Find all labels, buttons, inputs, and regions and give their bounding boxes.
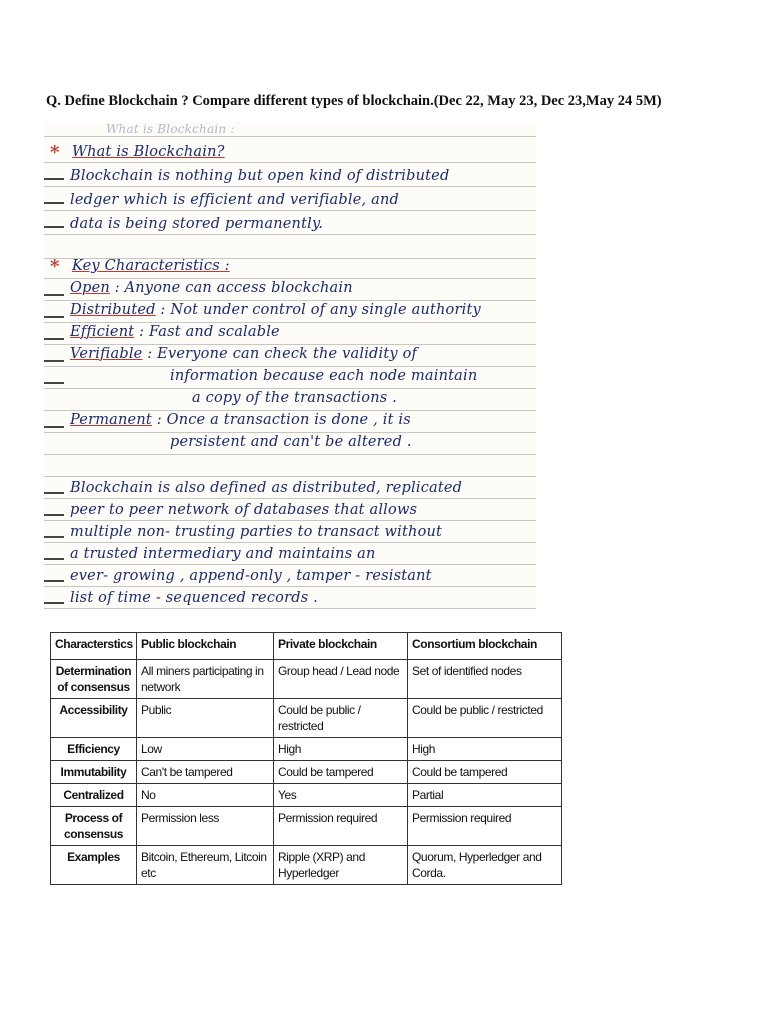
table-cell: Permission less — [137, 807, 274, 846]
table-cell: Yes — [274, 784, 408, 807]
row-header: Process of consensus — [51, 807, 137, 846]
star-bullet: * — [50, 256, 60, 277]
star-bullet: * — [50, 142, 60, 163]
faint-heading: What is Blockchain : — [106, 122, 235, 136]
table-cell: Could be tampered — [408, 761, 562, 784]
row-header: Determination of consensus — [51, 660, 137, 699]
paragraph-line: multiple non- trusting parties to transact without — [70, 524, 443, 540]
characteristic-distributed: Distributed : Not under control of any single authority — [70, 302, 481, 318]
table-cell: Quorum, Hyperledger and Corda. — [408, 846, 562, 885]
verifiable-continued: a copy of the transactions . — [192, 390, 397, 406]
table-cell: Could be public / restricted — [408, 699, 562, 738]
definition-line: Blockchain is nothing but open kind of distributed — [70, 168, 450, 184]
heading-key-characteristics: Key Characteristics : — [72, 258, 230, 274]
paragraph-line: ever- growing , append-only , tamper - resistant — [70, 568, 432, 584]
comparison-table — [50, 632, 562, 885]
table-cell: Partial — [408, 784, 562, 807]
table-cell: Can't be tampered — [137, 761, 274, 784]
table-row — [51, 846, 562, 885]
table-cell: Ripple (XRP) and Hyperledger — [274, 846, 408, 885]
table-cell: Could be public / restricted — [274, 699, 408, 738]
table-row — [51, 738, 562, 761]
question-heading: Q. Define Blockchain ? Compare different types of blockchain.(Dec 22, May 23, Dec 23,May 24 5M) — [46, 93, 662, 109]
characteristic-verifiable: Verifiable : Everyone can check the validity of — [70, 346, 418, 362]
table-row — [51, 660, 562, 699]
table-row — [51, 699, 562, 738]
table-cell: Permission required — [408, 807, 562, 846]
table-cell: Bitcoin, Ethereum, Litcoin etc — [137, 846, 274, 885]
row-header: Immutability — [51, 761, 137, 784]
column-header: Private blockchain — [274, 633, 408, 660]
row-header: Centralized — [51, 784, 137, 807]
table-cell: Set of identified nodes — [408, 660, 562, 699]
definition-line: data is being stored permanently. — [70, 216, 324, 232]
table-cell: High — [408, 738, 562, 761]
table-row — [51, 761, 562, 784]
row-header: Accessibility — [51, 699, 137, 738]
table-cell: Low — [137, 738, 274, 761]
table-cell: Public — [137, 699, 274, 738]
heading-what-is-blockchain: What is Blockchain? — [72, 144, 225, 160]
paragraph-line: peer to peer network of databases that allows — [70, 502, 418, 518]
definition-line: ledger which is efficient and verifiable, and — [70, 192, 399, 208]
paragraph-line: list of time - sequenced records . — [70, 590, 318, 606]
table-cell: No — [137, 784, 274, 807]
row-header: Examples — [51, 846, 137, 885]
table-cell: Permission required — [274, 807, 408, 846]
paragraph-line: Blockchain is also defined as distributed, replicated — [70, 480, 463, 496]
column-header: Consortium blockchain — [408, 633, 562, 660]
table-row — [51, 784, 562, 807]
characteristic-open: Open : Anyone can access blockchain — [70, 280, 353, 296]
column-header: Public blockchain — [137, 633, 274, 660]
characteristic-permanent: Permanent : Once a transaction is done , it is — [70, 412, 411, 428]
table-cell: Could be tampered — [274, 761, 408, 784]
table-cell: All miners participating in network — [137, 660, 274, 699]
permanent-continued: persistent and can't be altered . — [170, 434, 412, 450]
verifiable-continued: information because each node maintain — [170, 368, 478, 384]
row-header: Efficiency — [51, 738, 137, 761]
column-header: Characterstics — [51, 633, 137, 660]
table-header-row — [51, 633, 562, 660]
table-row — [51, 807, 562, 846]
table-cell: High — [274, 738, 408, 761]
handwritten-notes — [44, 122, 536, 610]
characteristic-efficient: Efficient : Fast and scalable — [70, 324, 280, 340]
table-cell: Group head / Lead node — [274, 660, 408, 699]
paragraph-line: a trusted intermediary and maintains an — [70, 546, 376, 562]
